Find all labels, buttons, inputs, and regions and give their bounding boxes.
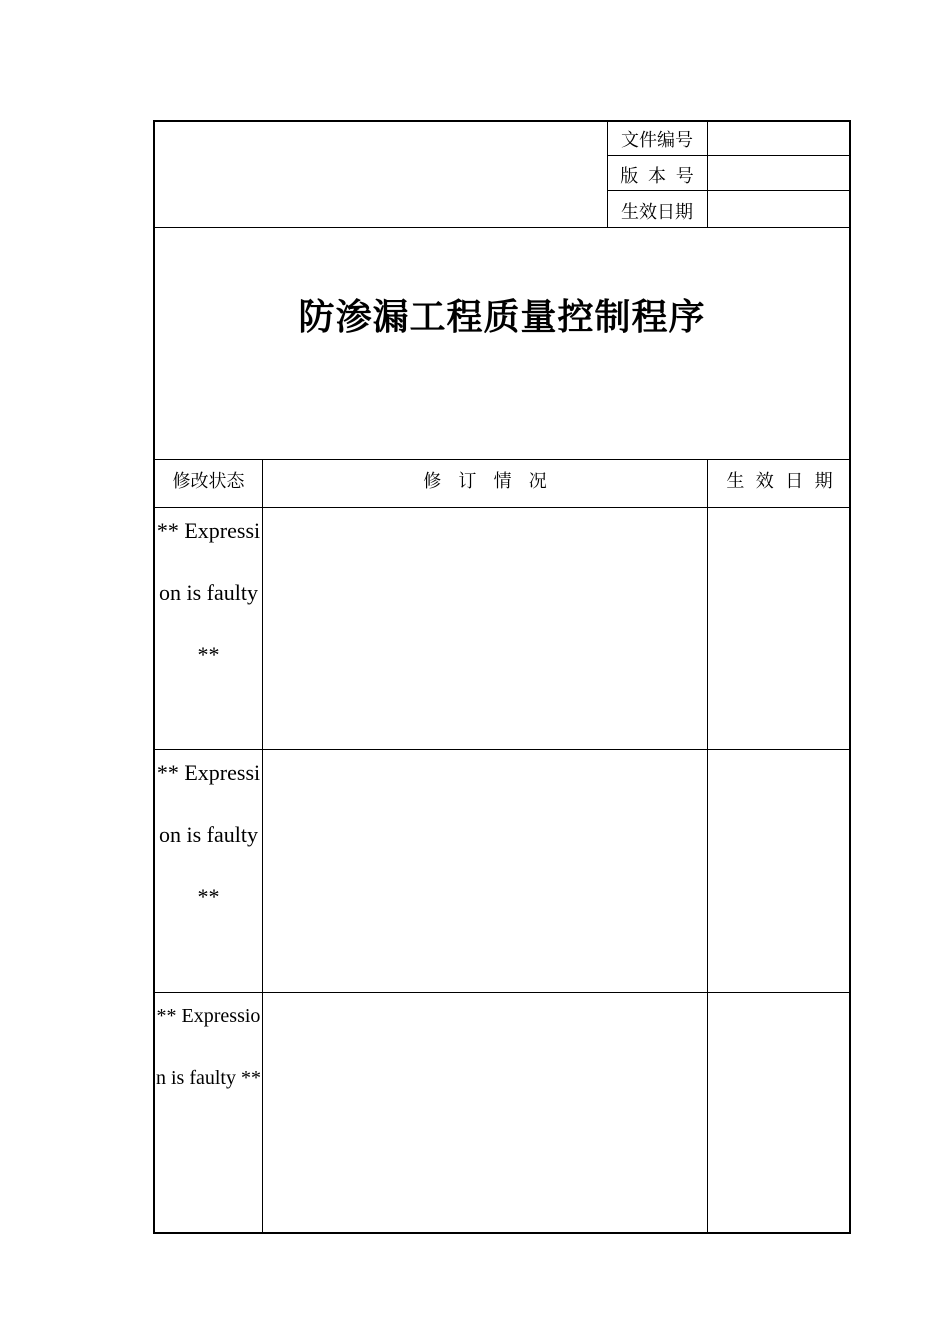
- header-revision-details: 修 订 情 况: [423, 471, 547, 492]
- header-effective-date: 生 效 日 期: [726, 471, 833, 492]
- header-revision-status: 修改状态: [172, 471, 245, 492]
- divider-date-col: [707, 459, 708, 1234]
- revision-status-1: ** Expression is faulty **: [156, 518, 261, 667]
- divider-meta-1: [607, 155, 851, 156]
- document-title: 防渗漏工程质量控制程序: [298, 297, 706, 338]
- divider-title-bottom: [153, 459, 851, 460]
- divider-status-col: [262, 459, 263, 1234]
- version-label: 版 本 号: [620, 166, 694, 187]
- revision-status-2: ** Expression is faulty **: [156, 760, 261, 909]
- file-number-label: 文件编号: [621, 130, 693, 151]
- divider-meta-label-right: [707, 120, 708, 227]
- revision-status-3: ** Expression is faulty **: [156, 1005, 261, 1089]
- effective-date-label: 生效日期: [621, 202, 693, 223]
- divider-header-bottom: [153, 227, 851, 228]
- divider-meta-2: [607, 190, 851, 191]
